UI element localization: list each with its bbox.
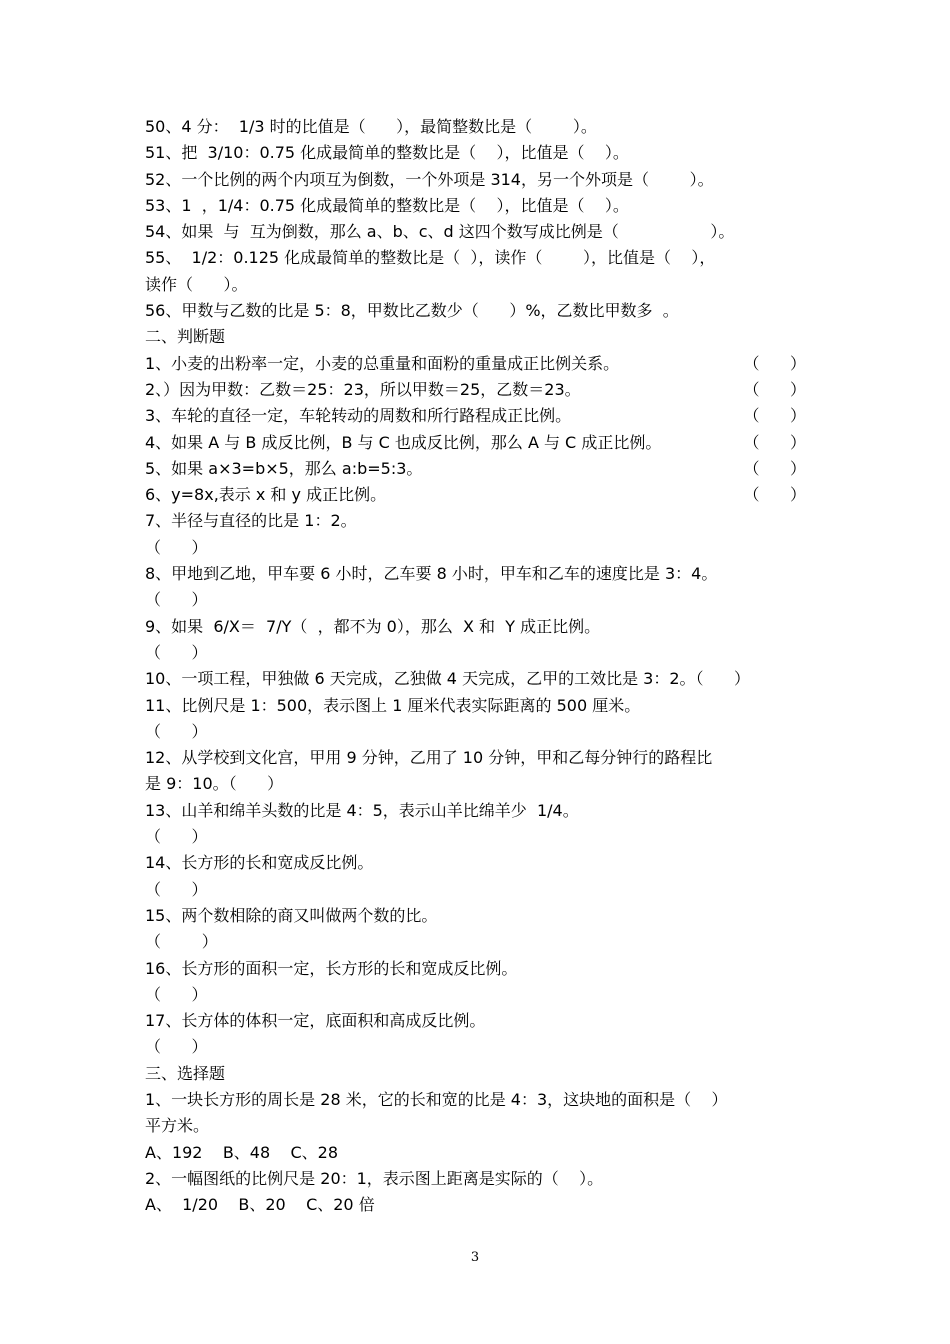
choice-1-cont: 平方米。: [145, 1116, 210, 1136]
content-lines: [145, 114, 810, 1218]
judge-2: [145, 377, 810, 403]
judge-4: [145, 430, 810, 456]
judge-text: 3、车轮的直径一定，车轮转动的周数和所行路程成正比例。: [145, 406, 572, 426]
question-52: 52、一个比例的两个内项互为倒数，一个外项是 314，另一个外项是（ ）。: [145, 169, 714, 189]
judge-text: 6、y=8x,表示 x 和 y 成正比例。: [145, 485, 387, 505]
answer-bracket: （ ）: [743, 353, 806, 373]
judge-1: [145, 351, 810, 377]
answer-bracket: （ ）: [743, 406, 806, 426]
answer-bracket: （ ）: [145, 1037, 208, 1057]
judge-text: 2、）因为甲数：乙数＝25：23，所以甲数＝25，乙数＝23。: [145, 379, 581, 399]
question-55-cont: 读作（ ）。: [145, 274, 248, 294]
choice-1-options: A、192 B、48 C、28: [145, 1142, 339, 1162]
judge-14: 14、长方形的长和宽成反比例。: [145, 853, 374, 873]
section-title-judge: 二、判断题: [145, 327, 226, 347]
judge-13: 13、山羊和绵羊头数的比是 4：5，表示山羊比绵羊少 1/4。: [145, 800, 579, 820]
judge-3: [145, 403, 810, 429]
answer-bracket: （ ）: [743, 432, 806, 452]
answer-bracket: （ ）: [145, 721, 208, 741]
judge-12: 12、从学校到文化宫，甲用 9 分钟，乙用了 10 分钟，甲和乙每分钟行的路程比: [145, 748, 713, 768]
question-54: 54、如果 与 互为倒数，那么 a、b、c、d 这四个数写成比例是（ ）。: [145, 222, 735, 242]
answer-bracket: （ ）: [145, 879, 208, 899]
answer-bracket: （ ）: [145, 537, 208, 557]
page-number: 3: [470, 1250, 480, 1265]
answer-bracket: （ ）: [743, 458, 806, 478]
answer-bracket: （ ）: [743, 485, 806, 505]
judge-8: 8、甲地到乙地，甲车要 6 小时，乙车要 8 小时，甲车和乙车的速度比是 3：4。: [145, 564, 718, 584]
answer-bracket: （ ）: [145, 827, 208, 847]
judge-17: 17、长方体的体积一定，底面积和高成反比例。: [145, 1011, 486, 1031]
section-title-choice: 三、选择题: [145, 1063, 226, 1083]
judge-15: 15、两个数相除的商又叫做两个数的比。: [145, 905, 438, 925]
judge-text: 5、如果 a×3=b×5，那么 a:b=5:3。: [145, 458, 423, 478]
judge-16: 16、长方形的面积一定，长方形的长和宽成反比例。: [145, 958, 518, 978]
question-55: 55、 1/2：0.125 化成最简单的整数比是（ ），读作（ ），比值是（ ），: [145, 248, 716, 268]
judge-6: [145, 482, 810, 508]
question-53: 53、1 ，1/4：0.75 化成最简单的整数比是（ ），比值是（ ）。: [145, 195, 629, 215]
judge-text: 4、如果 A 与 B 成反比例，B 与 C 也成反比例，那么 A 与 C 成正比例。: [145, 432, 662, 452]
answer-bracket: （ ）: [145, 984, 208, 1004]
judge-12-cont: 是 9：10。（ ）: [145, 774, 284, 794]
question-50: 50、4 分： 1/3 时的比值是（ ），最简整数比是（ ）。: [145, 117, 597, 136]
question-56: 56、甲数与乙数的比是 5：8，甲数比乙数少（ ）%，乙数比甲数多 。: [145, 301, 679, 321]
answer-bracket: （ ）: [145, 932, 218, 952]
judge-11: 11、比例尺是 1：500，表示图上 1 厘米代表实际距离的 500 厘米。: [145, 695, 641, 715]
choice-2: 2、一幅图纸的比例尺是 20：1，表示图上距离是实际的（ ）。: [145, 1168, 604, 1188]
judge-text: 1、小麦的出粉率一定，小麦的总重量和面粉的重量成正比例关系。: [145, 353, 620, 373]
choice-2-options: A、 1/20 B、20 C、20 倍: [145, 1195, 375, 1215]
judge-7: 7、半径与直径的比是 1：2。: [145, 511, 357, 531]
answer-bracket: （ ）: [145, 590, 208, 610]
judge-10: 10、一项工程，甲独做 6 天完成，乙独做 4 天完成，乙甲的工效比是 3：2。（ ）: [145, 669, 751, 689]
judge-9: 9、如果 6/X＝ 7/Y（ ，都不为 0），那么 X 和 Y 成正比例。: [145, 616, 601, 636]
judge-5: [145, 456, 810, 482]
question-51: 51、把 3/10：0.75 化成最简单的整数比是（ ），比值是（ ）。: [145, 143, 629, 163]
choice-1: 1、一块长方形的周长是 28 米，它的长和宽的比是 4：3，这块地的面积是（ ）: [145, 1089, 728, 1109]
answer-bracket: （ ）: [145, 642, 208, 662]
answer-bracket: （ ）: [743, 379, 806, 399]
